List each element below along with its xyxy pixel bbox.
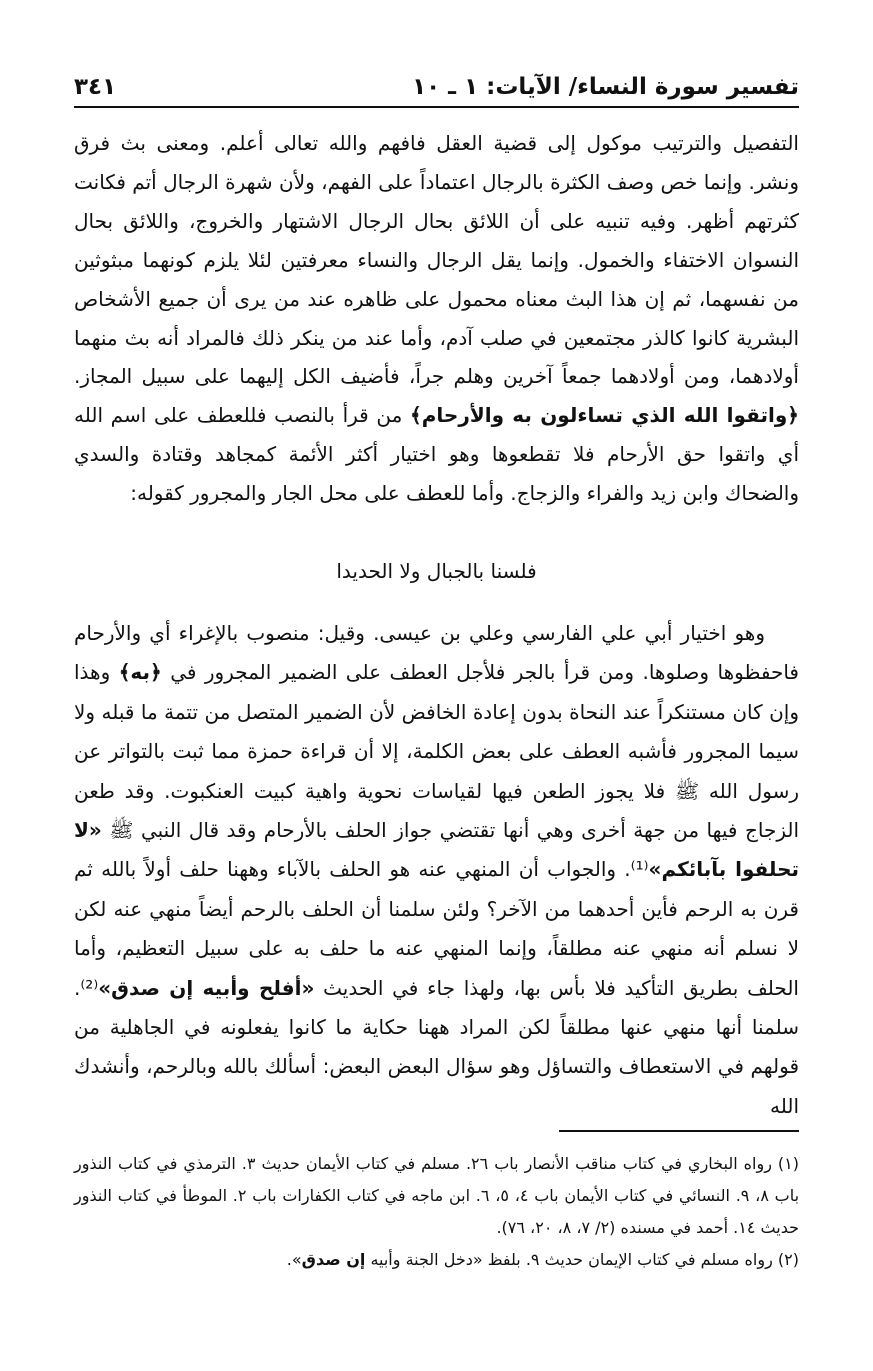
main-paragraph-1 [74, 124, 799, 513]
running-header-title: تفسير سورة النساء/ الآيات: ١ ـ ١٠ [412, 74, 799, 101]
quran-quote: ﴿واتقوا الله الذي تساءلون به والأرحام﴾ [410, 403, 799, 428]
poetry-verse: فلسنا بالجبال ولا الحديدا [336, 559, 537, 583]
quran-quote: ﴿به﴾ [118, 660, 162, 685]
footnote-text: ». [286, 1250, 302, 1269]
footnote-bold-text: إن صدق [301, 1250, 366, 1269]
paragraph-text: وهو اختيار أبي علي الفارسي وعلي بن عيسى. وقيل: منصوب بالإغراء أي والأرحام فاحفظوها وصلوها. ومن قرأ بالجر فلأجل العطف على الضمير المجرور في [74, 621, 799, 685]
paragraph-text: ⁽¹⁾. والجواب أن المنهي عنه هو الحلف بالآباء وههنا حلف أولاً بالله ثم قرن به الرحم فأين أحدهما من الآخر؟ ولئن سلمنا أن الحلف بالرحم أيضاً منهي عنه لكن لا نسلم أنه منهي عنه مطلقاً، وإنما المنهي عنه ما حلف به على سبيل التعظيم، وأما الحلف بطريق التأكيد فلا بأس بها، ولهذا جاء في الحديث [74, 857, 799, 1000]
footnote-1: (١) رواه البخاري في كتاب مناقب الأنصار باب ٢٦. مسلم في كتاب الأيمان حديث ٣. الترمذي في كتاب النذور باب ٨، ٩. النسائي في كتاب الأيمان باب ٤، ٥، ٦. ابن ماجه في كتاب الكفارات باب ٢. الموطأ في كتاب النذور حديث ١٤. أحمد في مسنده (٢/ ٧، ٨، ٢٠، ٧٦). [74, 1154, 800, 1237]
footnote-separator [559, 1130, 799, 1132]
hadith-quote: «لا تحلفوا بآبائكم» [74, 818, 800, 882]
footnote-text: (٢) رواه مسلم في كتاب الإيمان حديث ٩. بلفظ «دخل الجنة وأبيه [365, 1250, 799, 1269]
paragraph-text: وهذا وإن كان مستنكراً عند النحاة بدون إعادة الخافض لأن الضمير المتصل من تتمة ما قبله ولا سيما المجرور فأشبه العطف على بعض الكلمة، إلا أن قراءة حمزة مما ثبت بالتواتر عن رسول الله ﷺ فلا يجوز الطعن فيها لقياسات نحوية واهية كبيت العنكبوت. وقد طعن الزجاج فيها من جهة أخرى وهي أنها تقتضي جواز الحلف بالأرحام وقد قال النبي ﷺ [74, 660, 799, 843]
paragraph-text: ⁽²⁾. سلمنا أنها منهي عنها مطلقاً لكن المراد ههنا حكاية ما كانوا يفعلونه في الجاهلية من قولهم في الاستعطاف والتساؤل وهو سؤال البعض البعض: أسألك بالله وبالرحم، وأنشدك الله [74, 975, 799, 1118]
paragraph-text: التفصيل والترتيب موكول إلى قضية العقل فافهم والله تعالى أعلم. ومعنى بث فرق ونشر. وإنما خص وصف الكثرة بالرجال اعتماداً على الفهم، ولأن شهرة الرجال أتم فكانت كثرتهم أظهر. وفيه تنبيه على أن اللائق بحال الرجال الاشتهار والخروج، واللائق بحال النسوان الاختفاء والخمول. وإنما يقل الرجال والنساء معرفتين لئلا يلزم كونهما مبثوثين من نفسهما، ثم إن هذا البث معناه محمول على ظاهره عند من يرى أن جميع الأشخاص البشرية كانوا كالذر مجتمعين في صلب آدم، وأما عند من ينكر ذلك فالمراد أنه بث منهما أولادهما، ومن أولادهما جمعاً آخرين وهلم جراً، فأضيف الكل إليهما على سبيل المجاز. [74, 131, 799, 389]
main-paragraph-2 [74, 614, 799, 1126]
footnote-2 [74, 1244, 799, 1276]
paragraph-text: من قرأ بالنصب فللعطف على اسم الله أي واتقوا حق الأرحام فلا تقطعوها وهو اختيار أكثر الأئمة كمجاهد وقتادة والسدي والضحاك وابن زيد والفراء والزجاج. وأما للعطف على محل الجار والمجرور كقوله: [74, 403, 799, 506]
running-header [74, 62, 799, 108]
hadith-quote: «أفلح وأبيه إن صدق» [98, 975, 315, 1000]
page-number: ٣٤١ [74, 74, 117, 101]
footnotes [74, 1148, 799, 1276]
